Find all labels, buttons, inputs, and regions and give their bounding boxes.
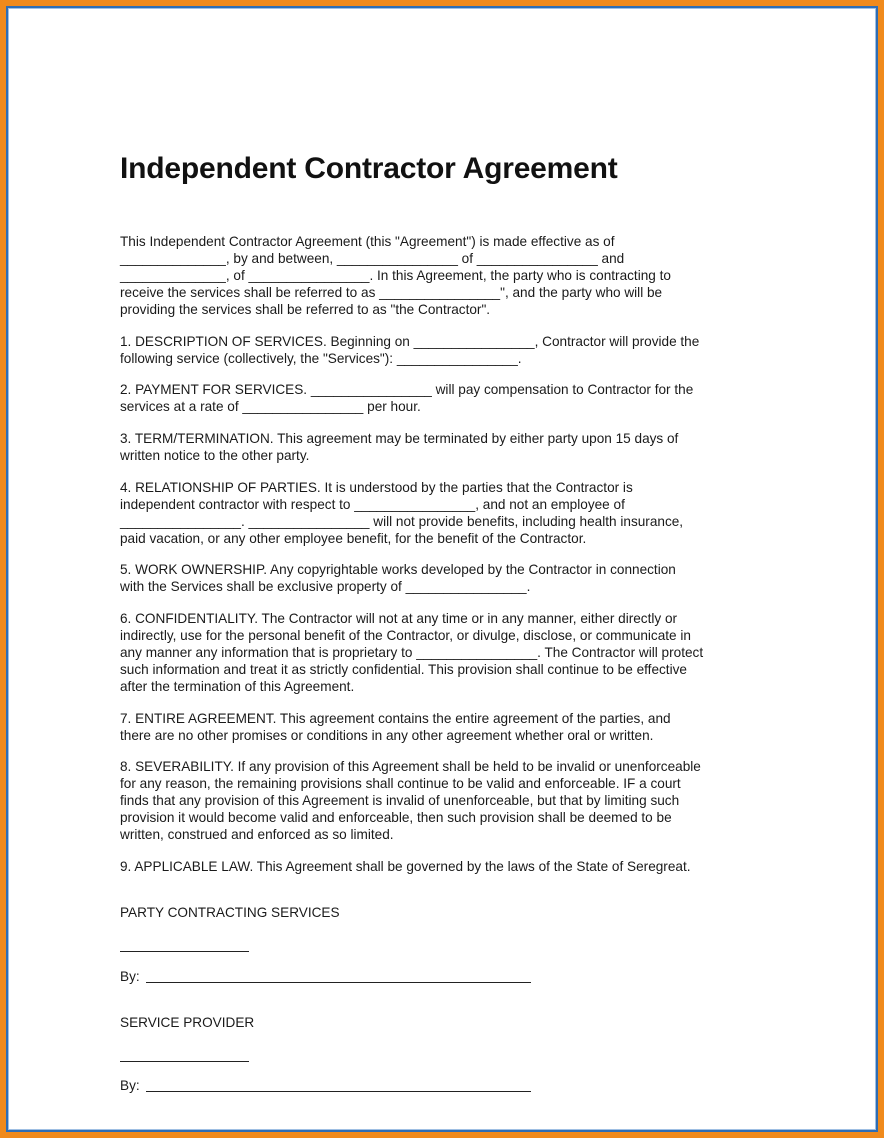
party-by-row [120, 968, 531, 985]
section-relationship-of-parties: 4. RELATIONSHIP OF PARTIES. It is understood by the parties that the Contractor is independent contractor with respect to ________________, and not an employee of ________________. ________________ will not provide benefits, including health insurance, paid vacation, or any other employee benefit, for the benefit of the Contractor. [120, 480, 684, 546]
provider-name-line [120, 1061, 249, 1062]
section-description-of-services: 1. DESCRIPTION OF SERVICES. Beginning on ________________, Contractor will provide the following service (collectively, the "Services"): ________________. [120, 334, 700, 366]
section-payment-for-services: 2. PAYMENT FOR SERVICES. ________________ will pay compensation to Contractor for the services at a rate of ________________ per hour. [120, 382, 694, 414]
section-entire-agreement: 7. ENTIRE AGREEMENT. This agreement contains the entire agreement of the parties, and there are no other promises or conditions in any other agreement whether oral or written. [120, 711, 671, 743]
party-name-line [120, 951, 249, 952]
party-signature-line [146, 982, 531, 983]
section-work-ownership: 5. WORK OWNERSHIP. Any copyrightable works developed by the Contractor in connection with the Services shall be exclusive property of ________________. [120, 562, 676, 594]
section-confidentiality: 6. CONFIDENTIALITY. The Contractor will not at any time or in any manner, either directly or indirectly, use for the personal benefit of the Contractor, or divulge, disclose, or communicate in any manner any information that is proprietary to ________________. The Contractor will protect such information and treat it as strictly confidential. This provision shall continue to be effective after the termination of this Agreement. [120, 611, 704, 694]
provider-by-row [120, 1077, 531, 1094]
provider-by-label: By: [120, 1078, 140, 1093]
document-title: Independent Contractor Agreement [120, 152, 618, 185]
party-contracting-services-label: PARTY CONTRACTING SERVICES [120, 905, 340, 920]
party-by-label: By: [120, 969, 140, 984]
provider-signature-line [146, 1091, 531, 1092]
intro-paragraph: This Independent Contractor Agreement (this "Agreement") is made effective as of ______________, by and between, ________________ of ________________ and ______________, of ________________. In this Agreement, the party who is contracting to receive the services shall be referred to as ________________", and the party who will be providing the services shall be referred to as "the Contractor". [120, 234, 671, 317]
service-provider-label: SERVICE PROVIDER [120, 1015, 255, 1030]
section-term-termination: 3. TERM/TERMINATION. This agreement may be terminated by either party upon 15 days of written notice to the other party. [120, 431, 679, 463]
section-applicable-law: 9. APPLICABLE LAW. This Agreement shall be governed by the laws of the State of Seregreat. [120, 859, 691, 874]
section-severability: 8. SEVERABILITY. If any provision of this Agreement shall be held to be invalid or unenforceable for any reason, the remaining provisions shall continue to be valid and enforceable. IF a court finds that any provision of this Agreement is invalid of unenforceable, but that by limiting such provision it would become valid and enforceable, then such provision shall be deemed to be written, construed and enforced as so limited. [120, 759, 701, 842]
